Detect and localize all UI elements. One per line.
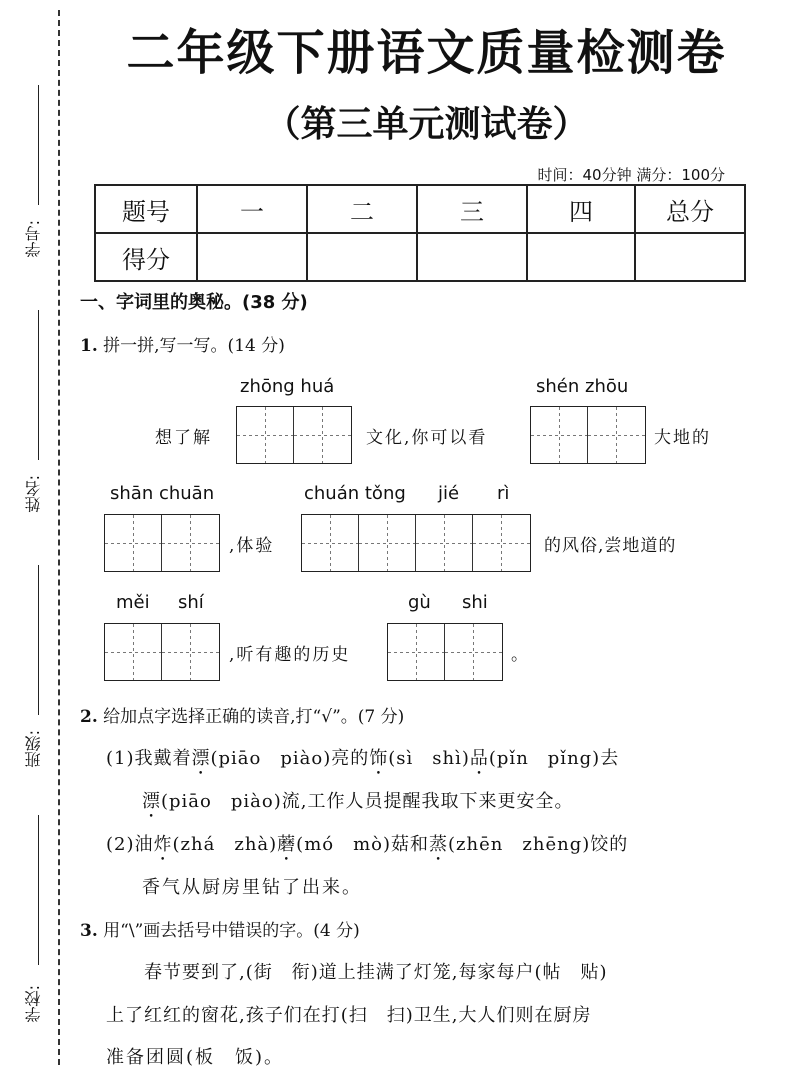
- dotted-char: 品: [469, 748, 489, 769]
- text-part: ,听有趣的历史: [229, 645, 351, 665]
- question-number: 1.: [80, 336, 98, 356]
- score-cell: 题号: [95, 185, 197, 233]
- score-table-header-row: [95, 185, 745, 233]
- score-input-cell[interactable]: [635, 233, 745, 281]
- name-label: 姓名:: [24, 475, 43, 513]
- score-input-cell[interactable]: [307, 233, 417, 281]
- score-input-cell[interactable]: [197, 233, 307, 281]
- pinyin-mei: měi: [116, 592, 150, 613]
- score-table: [94, 184, 746, 282]
- writing-grid-zhonghua[interactable]: [236, 406, 352, 464]
- q2-item-1-line-1: [106, 744, 619, 779]
- question-number: 2.: [80, 707, 98, 727]
- time-info: 时间：40分钟 满分：100分: [537, 166, 725, 184]
- student-id-label: 学号:: [24, 220, 43, 258]
- pinyin-gu: gù: [408, 592, 431, 613]
- text-part: 的风俗,尝地道的: [544, 536, 677, 556]
- q2-item-1-line-2: [142, 787, 573, 822]
- score-input-cell[interactable]: [527, 233, 635, 281]
- pinyin-zhonghua: zhōng huá: [240, 376, 335, 397]
- q3-line-2[interactable]: 上了红红的窗花,孩子们在打(扫 扫)卫生,大人们则在厨房: [106, 1005, 592, 1026]
- school-line: [38, 815, 39, 965]
- writing-grid-shanchuan[interactable]: [104, 514, 220, 572]
- pinyin-choice[interactable]: (piāo piào)亮的: [210, 748, 370, 769]
- q2-item-2-line-2: 香气从厨房里钻了出来。: [142, 877, 362, 898]
- text-part: (2)油: [106, 834, 154, 855]
- cut-line: [58, 10, 60, 1065]
- text-part: 。: [511, 645, 528, 665]
- text-part: ,体验: [229, 536, 275, 556]
- question-2: [80, 702, 404, 727]
- pinyin-choice[interactable]: (zhēn zhēng)饺的: [448, 834, 629, 855]
- writing-grid-meishi[interactable]: [104, 623, 220, 681]
- pinyin-jie: jié: [438, 483, 460, 504]
- score-cell: 总分: [635, 185, 745, 233]
- score-input-cell[interactable]: [417, 233, 527, 281]
- student-id-line: [38, 85, 39, 205]
- question-text: 给加点字选择正确的读音,打“√”。(7 分): [103, 707, 405, 727]
- section-heading: 一、字词里的奥秘。(38 分): [80, 292, 308, 313]
- pinyin-choice[interactable]: (piāo piào)流,工作人员提醒我取下来更安全。: [161, 791, 574, 812]
- pinyin-chuantong: chuán tǒng: [304, 483, 406, 504]
- writing-grid-gushi[interactable]: [387, 623, 503, 681]
- writing-grid-shenzhou[interactable]: [530, 406, 646, 464]
- school-label: 学校:: [24, 985, 43, 1023]
- page-title: 二年级下册语文质量检测卷: [126, 25, 727, 81]
- score-cell: 一: [197, 185, 307, 233]
- pinyin-ri: rì: [497, 483, 510, 504]
- score-cell: 三: [417, 185, 527, 233]
- q3-line-1[interactable]: 春节要到了,(街 衔)道上挂满了灯笼,每家每户(帖 贴): [144, 962, 608, 983]
- text-part: 文化,你可以看: [366, 428, 488, 448]
- name-line: [38, 310, 39, 460]
- question-number: 3.: [80, 921, 98, 941]
- dotted-char: 漂: [191, 748, 211, 769]
- dotted-char: 蒸: [429, 834, 449, 855]
- pinyin-choice[interactable]: (sì shì): [388, 748, 470, 769]
- pinyin-shenzhou: shén zhōu: [536, 376, 629, 397]
- pinyin-choice[interactable]: (zhá zhà): [172, 834, 278, 855]
- pinyin-shi: shí: [178, 592, 204, 613]
- question-text: 用“\”画去括号中错误的字。(4 分): [103, 921, 360, 941]
- class-label: 班级:: [24, 730, 43, 768]
- page-subtitle: （第三单元测试卷）: [264, 104, 589, 145]
- q2-item-2-line-1: [106, 830, 628, 865]
- dotted-char: 炸: [153, 834, 173, 855]
- text-part: (1)我戴着: [106, 748, 192, 769]
- dotted-char: 漂: [142, 791, 161, 812]
- class-line: [38, 565, 39, 715]
- score-table-score-row: [95, 233, 745, 281]
- dotted-char: 饰: [369, 748, 389, 769]
- writing-grid-chuantongjieri[interactable]: [301, 514, 531, 572]
- question-text: 拼一拼,写一写。(14 分): [103, 336, 285, 356]
- question-1: [80, 331, 285, 356]
- pinyin-choice[interactable]: (mó mò)菇和: [296, 834, 430, 855]
- score-cell: 二: [307, 185, 417, 233]
- q3-line-3[interactable]: 准备团圆(板 饭)。: [106, 1047, 285, 1068]
- pinyin-shi: shi: [462, 592, 488, 613]
- pinyin-shanchuan: shān chuān: [110, 483, 215, 504]
- question-3: [80, 916, 360, 941]
- text-part: 想了解: [155, 428, 212, 448]
- score-cell: 四: [527, 185, 635, 233]
- pinyin-choice[interactable]: (pǐn pǐng)去: [488, 748, 620, 769]
- text-part: 大地的: [654, 428, 711, 448]
- dotted-char: 蘑: [277, 834, 297, 855]
- score-cell: 得分: [95, 233, 197, 281]
